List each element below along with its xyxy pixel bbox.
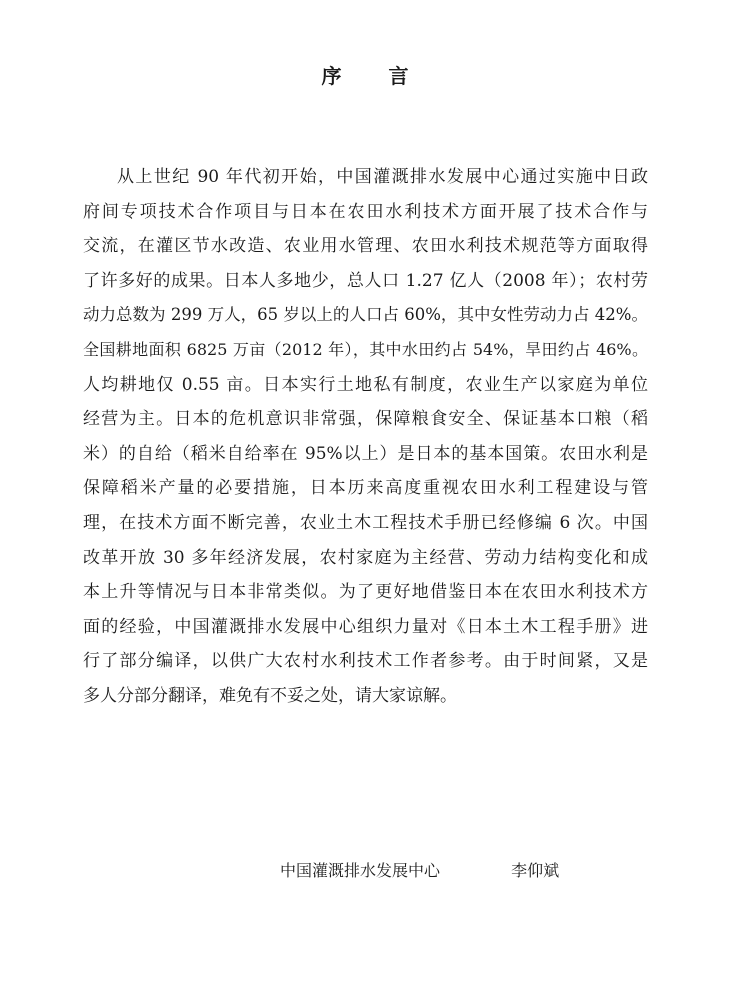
paragraph-line: 从上世纪 90 年代初开始，中国灌溉排水发展中心通过实施中日政 bbox=[117, 167, 648, 187]
signature-organization: 中国灌溉排水发展中心 bbox=[280, 861, 441, 880]
page-title: 序 言 bbox=[321, 64, 429, 88]
paragraph-line: 动力总数为 299 万人，65 岁以上的人口占 60%，其中女性劳动力占 42%。 bbox=[83, 305, 648, 325]
paragraph-line: 了许多好的成果。日本人多地少，总人口 1.27 亿人（2008 年）；农村劳 bbox=[83, 270, 648, 291]
paragraph-line: 全国耕地面积 6825 万亩（2012 年），其中水田约占 54%，旱田约占 46%。 bbox=[83, 339, 648, 359]
paragraph-line: 本上升等情况与日本非常类似。为了更好地借鉴日本在农田水利技术方 bbox=[83, 582, 648, 603]
paragraph-line: 理，在技术方面不断完善，农业土木工程技术手册已经修编 6 次。中国 bbox=[83, 512, 648, 533]
paragraph-line: 经营为主。日本的危机意识非常强，保障粮食安全、保证基本口粮（稻 bbox=[83, 409, 648, 430]
paragraph-line: 人均耕地仅 0.55 亩。日本实行土地私有制度，农业生产以家庭为单位 bbox=[83, 374, 648, 395]
paragraph-line: 多人分部分翻译，难免有不妥之处，请大家谅解。 bbox=[83, 685, 457, 706]
paragraph-line: 面的经验，中国灌溉排水发展中心组织力量对《日本土木工程手册》进 bbox=[83, 616, 648, 637]
paragraph-line: 米）的自给（稻米自给率在 95%以上）是日本的基本国策。农田水利是 bbox=[83, 443, 648, 464]
signature-author: 李仰斌 bbox=[511, 861, 560, 880]
paragraph-line: 交流，在灌区节水改造、农业用水管理、农田水利技术规范等方面取得 bbox=[83, 236, 648, 257]
paragraph-line: 保障稻米产量的必要措施，日本历来高度重视农田水利工程建设与管 bbox=[83, 478, 648, 499]
paragraph-line: 行了部分编译，以供广大农村水利技术工作者参考。由于时间紧，又是 bbox=[83, 651, 648, 672]
signature-block bbox=[280, 858, 559, 881]
paragraph-line: 府间专项技术合作项目与日本在农田水利技术方面开展了技术合作与 bbox=[83, 201, 648, 222]
preface-body bbox=[83, 160, 648, 714]
paragraph-line: 改革开放 30 多年经济发展，农村家庭为主经营、劳动力结构变化和成 bbox=[83, 547, 648, 568]
